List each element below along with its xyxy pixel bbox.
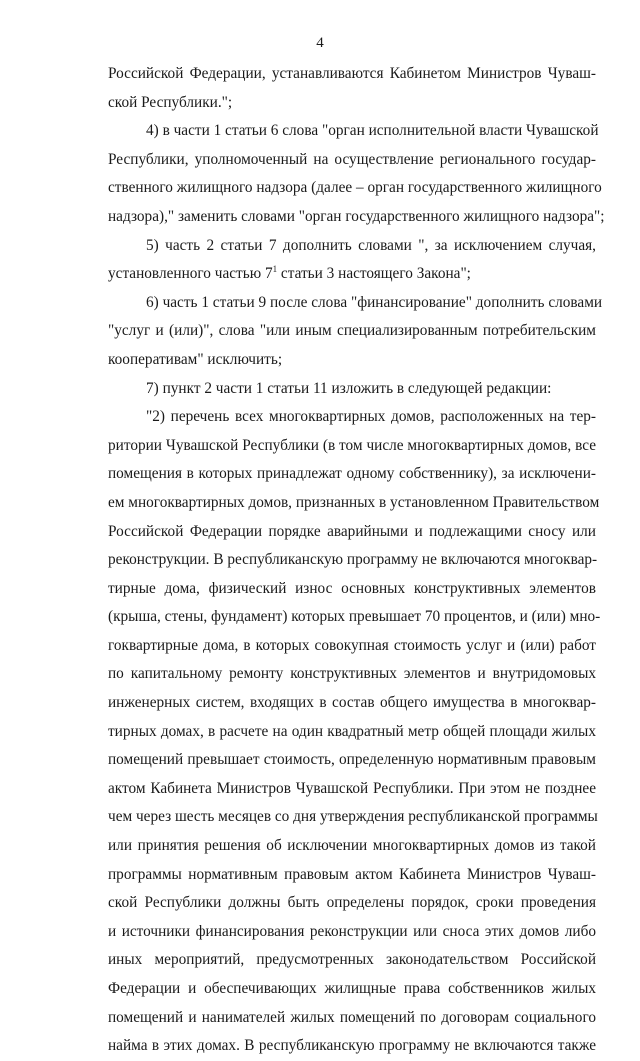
text-line	[108, 146, 596, 175]
superscript-number: 1	[272, 264, 278, 275]
text-line-content: 6) часть 1 статьи 9 после слова "финансирование" дополнить словами	[146, 293, 603, 311]
text-line-content: ем многоквартирных домов, признанных в установленном Правительством	[108, 493, 600, 511]
text-line-content: инженерных систем, входящих в состав общего имущества в многоквар-	[108, 694, 596, 712]
text-line-content: актом Кабинета Министров Чувашской Республики. При этом не позднее	[108, 779, 596, 797]
text-line	[108, 260, 596, 289]
text-line	[108, 889, 596, 918]
text-line-content: или принятия решения об исключении многоквартирных домов из такой	[108, 837, 596, 855]
text-line	[108, 775, 596, 804]
text-line-content: установленного частью 7	[108, 265, 273, 283]
text-line-content: 7) пункт 2 части 1 статьи 11 изложить в следующей редакции:	[146, 379, 552, 397]
text-line	[108, 60, 596, 89]
text-line	[108, 403, 596, 432]
text-line	[108, 632, 596, 661]
text-line	[108, 603, 601, 632]
text-line-content: реконструкции. В республиканскую программу не включаются многоквар-	[108, 551, 598, 569]
text-line-content: по капитальному ремонту конструктивных элементов и внутридомовых	[108, 665, 596, 683]
text-line-content: помещений превышает стоимость, определенную нормативным правовым	[108, 751, 596, 769]
text-line-content: гоквартирные дома, в которых совокупная стоимость услуг и (или) работ	[108, 636, 596, 654]
text-line	[108, 689, 596, 718]
text-line	[108, 832, 596, 861]
text-line	[108, 975, 596, 1004]
text-line-content: ской Республики.";	[108, 93, 233, 111]
text-line	[108, 1032, 596, 1061]
text-line	[108, 289, 603, 318]
text-line-content: найма в этих домах. В республиканскую программу не включаются также	[108, 1037, 596, 1055]
text-line-content: чем через шесть месяцев со дня утверждения республиканской программы	[108, 808, 598, 826]
text-line	[108, 575, 596, 604]
text-line-content: ской Республики должны быть определены порядок, сроки проведения	[108, 894, 596, 912]
text-line-content: программы нормативным правовым актом Кабинета Министров Чуваш-	[108, 865, 596, 883]
text-line	[108, 346, 596, 375]
text-line-content: 4) в части 1 статьи 6 слова "орган исполнительной власти Чувашской	[146, 122, 599, 140]
text-line-content: Республики, уполномоченный на осуществление регионального государ-	[108, 150, 596, 168]
text-line	[108, 546, 596, 575]
text-line-content: помещения в которых принадлежат одному собственнику), за исключени-	[108, 465, 596, 483]
text-line	[108, 432, 596, 461]
text-line-content: "услуг и (или)", слова "или иным специализированным потребительским	[108, 322, 596, 340]
text-line	[108, 317, 596, 346]
text-line-continuation: статьи 3 настоящего Закона";	[277, 265, 471, 283]
text-line	[108, 232, 596, 261]
document-body-text	[108, 60, 605, 1061]
text-line	[108, 174, 602, 203]
text-line	[108, 518, 596, 547]
text-line	[108, 803, 596, 832]
text-line-content: Российской Федерации, устанавливаются Кабинетом Министров Чуваш-	[108, 65, 596, 82]
text-line-content: иных мероприятий, предусмотренных законодательством Российской	[108, 951, 596, 969]
text-line-content: кооперативам" исключить;	[108, 350, 283, 368]
text-line	[108, 203, 605, 232]
text-line	[108, 489, 600, 518]
text-line-content: 5) часть 2 статьи 7 дополнить словами ", за исключением случая,	[146, 236, 596, 254]
text-line	[108, 918, 596, 947]
text-line	[108, 946, 596, 975]
text-line-content: ственного жилищного надзора (далее – орган государственного жилищного	[108, 179, 602, 197]
text-line	[108, 660, 596, 689]
text-line-content: надзора)," заменить словами "орган государственного жилищного надзора";	[108, 207, 605, 225]
text-line-content: Федерации и обеспечивающих жилищные права собственников жилых	[108, 980, 596, 997]
text-line-content: и источники финансирования реконструкции или сноса этих домов либо	[108, 922, 596, 940]
text-line	[108, 746, 596, 775]
text-line	[108, 1004, 596, 1033]
text-line	[108, 460, 596, 489]
text-line	[108, 89, 596, 118]
text-line	[108, 375, 596, 404]
text-line	[108, 718, 596, 747]
text-line-content: "2) перечень всех многоквартирных домов, расположенных на тер-	[146, 408, 596, 426]
page-number: 4	[316, 35, 324, 51]
text-line-content: тирных домах, в расчете на один квадратный метр общей площади жилых	[108, 722, 596, 740]
text-line-content: Российской Федерации порядке аварийными и подлежащими сносу или	[108, 522, 596, 540]
text-line-content: помещений и нанимателей жилых помещений по договорам социального	[108, 1008, 596, 1026]
text-line-content: тирные дома, физический износ основных конструктивных элементов	[108, 579, 596, 597]
text-line	[108, 861, 596, 890]
text-line	[108, 117, 599, 146]
text-line-content: ритории Чувашской Республики (в том числе многоквартирных домов, все	[108, 436, 596, 454]
text-line-content: (крыша, стены, фундамент) которых превышает 70 процентов, и (или) мно-	[108, 608, 601, 626]
